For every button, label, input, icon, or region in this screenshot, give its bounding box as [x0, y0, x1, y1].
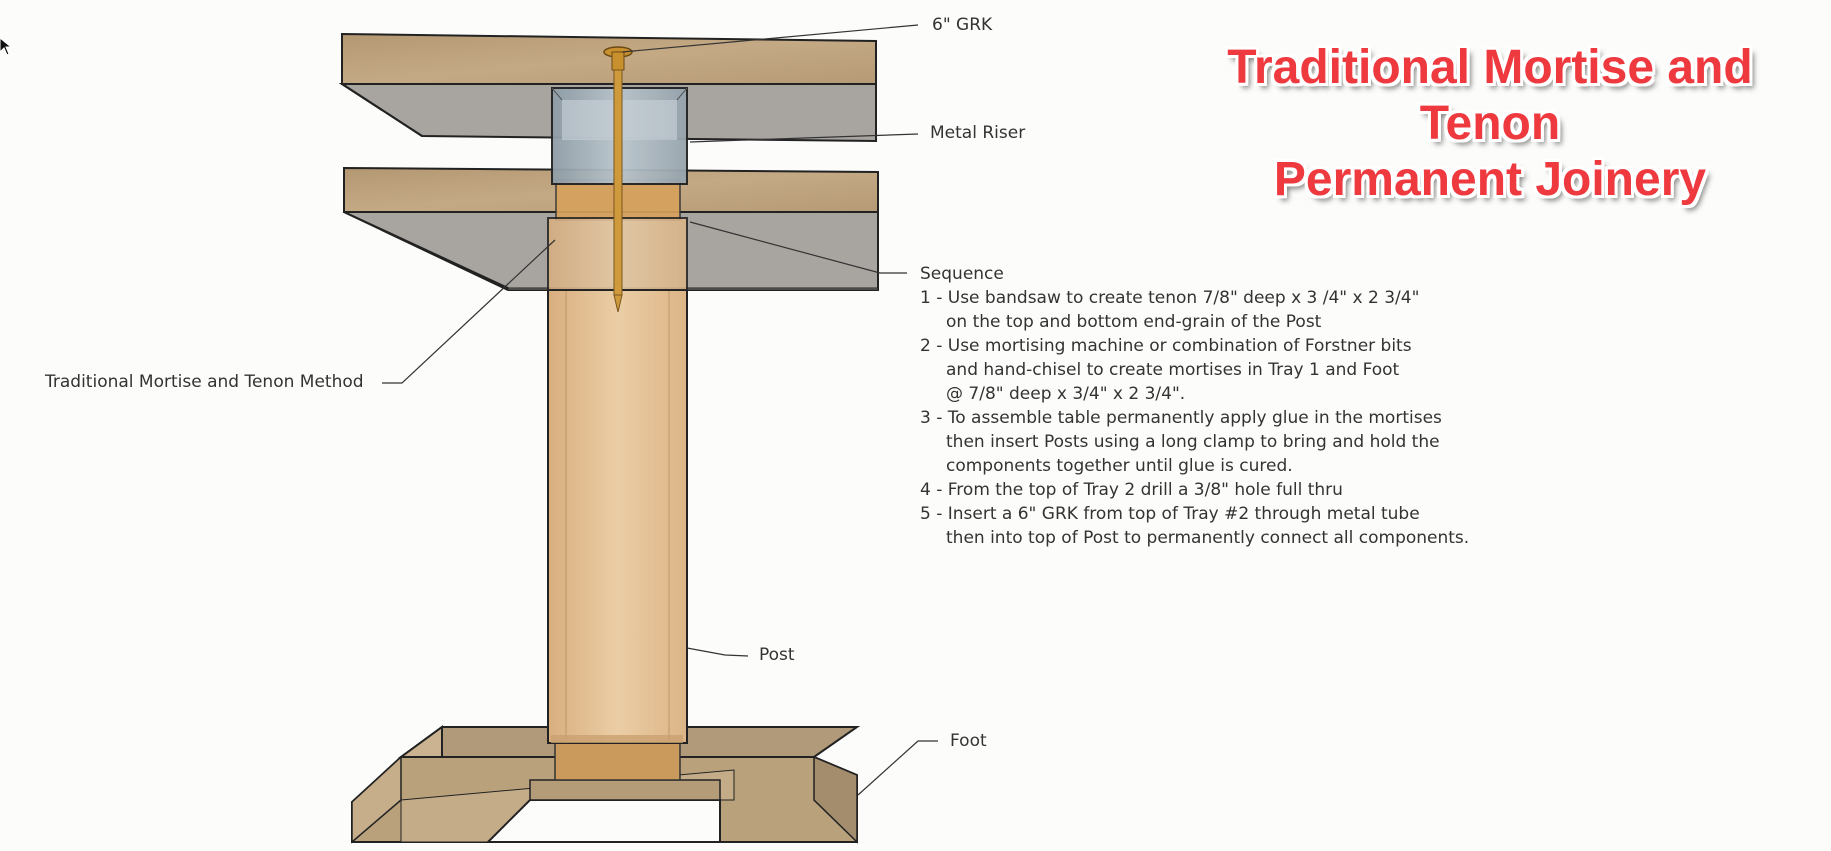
- step-line: 2 - Use mortising machine or combination of Forstner bits: [920, 336, 1412, 356]
- step-line: then insert Posts using a long clamp to bring and hold the: [946, 432, 1440, 452]
- foot-notch: [488, 800, 720, 842]
- mouse-cursor-icon: [0, 38, 12, 56]
- foot-notch-inner: [530, 780, 720, 800]
- step-line: 1 - Use bandsaw to create tenon 7/8" deep x 3 /4" x 2 3/4": [920, 288, 1420, 308]
- step-line: on the top and bottom end-grain of the Post: [946, 312, 1322, 332]
- step-line: 4 - From the top of Tray 2 drill a 3/8" hole full thru: [920, 480, 1343, 500]
- step-line: and hand-chisel to create mortises in Tray 1 and Foot: [946, 360, 1400, 380]
- diagram-title: [1170, 40, 1810, 208]
- foot-leader: [858, 741, 938, 795]
- metal-riser-label: Metal Riser: [930, 123, 1026, 143]
- title-line-3: Permanent Joinery: [1273, 153, 1707, 206]
- tray-1-top: [342, 34, 876, 84]
- step-line: then into top of Post to permanently connect all components.: [946, 528, 1470, 548]
- method-label: Traditional Mortise and Tenon Method: [45, 372, 364, 392]
- step-line: components together until glue is cured.: [946, 456, 1293, 476]
- post-leader: [687, 648, 748, 656]
- title-line-1: Traditional Mortise and: [1227, 41, 1753, 94]
- sequence-step-1: [920, 286, 1469, 334]
- post-label: Post: [759, 645, 795, 665]
- sequence-step-4: [920, 478, 1469, 502]
- sequence-heading: Sequence: [920, 264, 1004, 284]
- sequence-step-5: [920, 502, 1469, 550]
- sequence-step-2: [920, 334, 1469, 406]
- step-line: 5 - Insert a 6" GRK from top of Tray #2 through metal tube: [920, 504, 1420, 524]
- foot-label: Foot: [950, 731, 987, 751]
- step-line: 3 - To assemble table permanently apply glue in the mortises: [920, 408, 1442, 428]
- sequence-step-3: [920, 406, 1469, 478]
- title-line-2: Tenon: [1419, 97, 1561, 150]
- step-line: @ 7/8" deep x 3/4" x 2 3/4".: [946, 384, 1186, 404]
- grk-label: 6" GRK: [932, 15, 993, 35]
- sequence-notes: [920, 262, 1469, 550]
